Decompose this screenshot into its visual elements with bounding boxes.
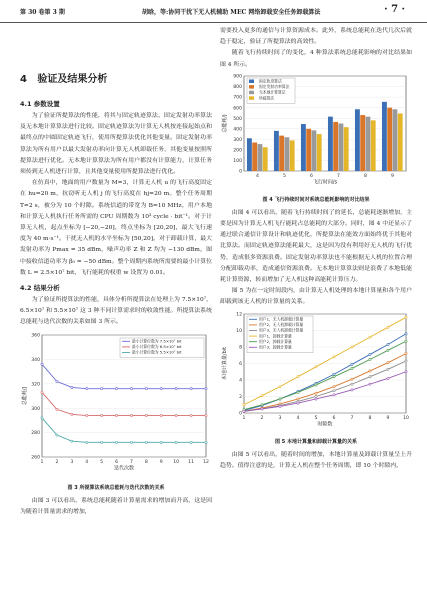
fig4-bar xyxy=(306,129,311,171)
fig3-chart xyxy=(20,329,212,477)
fig3-ytick-label: 320 xyxy=(31,382,40,388)
fig4-ytick-label: 200 xyxy=(233,148,242,154)
fig3-legend-label: 最小计算位数为 5.5×10⁷ bit xyxy=(132,349,182,355)
fig4-bar xyxy=(398,113,403,171)
fig5-legend-label: 用户2，无人机卸载计算量 xyxy=(259,321,304,327)
section-title: 验证及结果分析 xyxy=(37,74,108,85)
fig3-ytick-label: 360 xyxy=(31,333,40,339)
fig4-bar xyxy=(312,130,317,171)
fig5-data-point xyxy=(297,375,299,377)
fig3-data-point xyxy=(130,441,132,443)
fig4-ytick-label: 700 xyxy=(233,95,242,101)
fig4-xtick-label: 8 xyxy=(364,173,367,179)
fig5-data-point xyxy=(405,370,407,372)
fig5-data-point xyxy=(261,394,263,396)
fig5-ytick-label: 0 xyxy=(239,411,242,417)
fig5-data-point xyxy=(387,326,389,328)
fig5-data-point xyxy=(387,349,389,351)
fig3-ytick-label: 260 xyxy=(31,455,40,461)
fig3-data-point xyxy=(190,387,192,389)
fig5-data-point xyxy=(369,383,371,385)
fig3-data-point xyxy=(160,414,162,416)
fig3-xtick-label: 4 xyxy=(85,459,89,465)
paragraph-baselines: 为了验证所提算法的性能，将其与固定轨迹算法、固定发射功率算法及无本地计算算法进行比较。固定轨迹算法为计算无人机按连接起始点和最终点的中圆固定轨迹飞行，使用所提算法优化其他变量。固定发射功率算法为所有用户以最大发射功率向计算无人机卸载任务，其他变量按照所提算法进行优化。无本地计算算法为所有用户都没有计算能力，计算任务须传到无人机进行计算，且其他变量使用所提算法进行优化。 xyxy=(20,113,212,176)
fig4-bar xyxy=(317,134,322,171)
fig3-xtick-label: 2 xyxy=(55,459,59,465)
fig4-xtick-label: 7 xyxy=(337,173,340,179)
fig4-bar xyxy=(290,140,295,171)
fig3-data-point xyxy=(41,417,43,419)
fig5-data-point xyxy=(387,343,389,345)
fig4-ytick-label: 900 xyxy=(233,74,242,80)
fig3-data-point xyxy=(71,386,73,388)
fig3-data-point xyxy=(86,414,88,416)
fig4-chart xyxy=(220,71,412,189)
fig4-legend-label: 无本地计算算法 xyxy=(259,89,286,95)
fig5-data-point xyxy=(333,375,335,377)
left-column xyxy=(20,26,212,518)
fig4-xtick-label: 5 xyxy=(283,173,286,179)
fig4-xtick-label: 9 xyxy=(391,173,394,179)
fig4-bar xyxy=(371,120,376,171)
fig4-ytick-label: 0 xyxy=(239,169,242,175)
fig5-data-point xyxy=(297,402,299,404)
fig5-data-point xyxy=(387,368,389,370)
fig3-xtick-label: 12 xyxy=(203,459,209,465)
paragraph-fig4-intro: 随着飞行持续时间了的变化，4 种算法系统总能耗影响的对比结果如图 4 所示。 xyxy=(220,50,412,68)
fig3-data-point xyxy=(130,414,132,416)
fig4-ytick-label: 500 xyxy=(233,116,242,122)
fig4-legend-label: 固定发射功率算法 xyxy=(259,83,290,89)
figure-4 xyxy=(220,71,412,203)
fig5-data-point xyxy=(333,389,335,391)
fig4-bar xyxy=(263,147,268,171)
fig4-bar xyxy=(360,115,365,171)
fig3-xtick-label: 3 xyxy=(70,459,74,465)
fig5-data-point xyxy=(279,398,281,400)
subsection-heading-2: 4.2 结果分析 xyxy=(20,284,60,293)
fig3-xlabel: 迭代次数 xyxy=(113,465,135,472)
fig3-ytick-label: 300 xyxy=(31,406,40,412)
fig5-data-point xyxy=(351,378,353,380)
fig5-data-point xyxy=(261,407,263,409)
fig5-data-point xyxy=(333,393,335,395)
fig5-data-point xyxy=(279,385,281,387)
fig4-bar xyxy=(247,138,252,171)
fig5-ylabel: 本地计算量/bit xyxy=(222,346,228,380)
fig4-bar xyxy=(285,137,290,171)
paragraph-fig5-intro: 图 5 为在一定时间段内，由计算无人机处理的本地计算量和各个用户卸载到该无人机的计算量的关系。 xyxy=(220,288,412,306)
fig5-series-line xyxy=(244,361,406,411)
fig5-data-point xyxy=(297,398,299,400)
fig5-legend-label: 用户2，卸载计算量 xyxy=(259,338,292,344)
fig4-ytick-label: 600 xyxy=(233,106,242,112)
fig3-data-point xyxy=(101,414,103,416)
fig5-data-point xyxy=(315,365,317,367)
fig4-legend-swatch xyxy=(249,96,254,100)
fig5-data-point xyxy=(369,336,371,338)
fig5-data-point xyxy=(405,316,407,318)
fig4-ylabel: 总能耗/J xyxy=(222,114,228,133)
fig5-legend-label: 用户3，无人机卸载计算量 xyxy=(259,327,304,333)
fig3-legend-label: 最小计算位数为 6.5×10⁷ bit xyxy=(132,343,182,349)
paragraph-continued: 需要投入更多的通信与计算资源成本。此外，系统总能耗在迭代几次后就趋于稳定，验证了所提算法的高效性。 xyxy=(220,28,412,46)
fig3-ylabel: 总能耗/J xyxy=(22,386,28,405)
fig5-data-point xyxy=(315,395,317,397)
fig3-xtick-label: 5 xyxy=(100,459,104,465)
fig3-series-line xyxy=(42,418,206,442)
fig5-ytick-label: 6 xyxy=(239,361,242,367)
fig5-data-point xyxy=(387,377,389,379)
fig5-data-point xyxy=(369,353,371,355)
fig5-data-point xyxy=(243,403,245,405)
fig4-xtick-label: 6 xyxy=(310,173,313,179)
fig4-bar xyxy=(258,144,263,171)
fig4-legend-swatch xyxy=(249,79,254,83)
fig5-xtick-label: 10 xyxy=(403,415,409,421)
section-heading xyxy=(20,70,212,85)
fig5-xtick-label: 7 xyxy=(350,415,354,421)
fig5-xtick-label: 9 xyxy=(386,415,390,421)
fig3-data-point xyxy=(101,387,103,389)
fig3-xtick-label: 1 xyxy=(40,459,44,465)
fig3-data-point xyxy=(115,414,117,416)
fig3-series-line xyxy=(42,364,206,388)
fig5-chart xyxy=(220,309,412,431)
figure-5 xyxy=(220,309,412,445)
fig3-data-point xyxy=(205,414,207,416)
fig4-ytick-label: 100 xyxy=(233,158,242,164)
fig3-xtick-label: 9 xyxy=(159,459,163,465)
fig5-xtick-label: 1 xyxy=(242,415,246,421)
running-title: 胡晗，等:协同干扰下无人机辅助 MEC 网络卸载安全任务卸载算法 xyxy=(142,9,321,16)
fig5-ytick-label: 8 xyxy=(239,345,242,351)
fig5-data-point xyxy=(351,363,353,365)
fig3-data-point xyxy=(190,414,192,416)
fig5-data-point xyxy=(261,403,263,405)
fig5-data-point xyxy=(315,392,317,394)
fig3-data-point xyxy=(205,441,207,443)
figure-5-caption: 图 5 本地计算量和卸载计算量的关系 xyxy=(275,438,357,445)
fig4-ytick-label: 800 xyxy=(233,84,242,90)
page-number: · 7 · xyxy=(384,4,405,15)
fig4-bar xyxy=(344,127,349,171)
journal-volume: 第 30 卷第 3 期 xyxy=(20,9,65,16)
fig5-xtick-label: 4 xyxy=(296,415,300,421)
fig5-data-point xyxy=(369,375,371,377)
figure-4-caption: 图 4 飞行持续时间对系统总能耗影响的对比结果 xyxy=(262,196,370,203)
fig3-data-point xyxy=(160,441,162,443)
fig5-legend-label: 用户1，卸载计算量 xyxy=(259,332,292,338)
fig4-bar xyxy=(328,116,333,170)
fig4-xtick-label: 4 xyxy=(256,173,259,179)
fig4-ytick-label: 300 xyxy=(233,137,242,143)
fig4-bar xyxy=(355,109,360,171)
fig3-data-point xyxy=(101,441,103,443)
fig3-data-point xyxy=(56,408,58,410)
paragraph-simulation-params: 在仿真中，地面的用户数量为 M=3，计算无人机 u 的飞行高度固定在 hu=20 m，抗窃听无人机 j 的飞行高度在 hj=20 m。整个任务周期 T=2 s，被分为 10 个时隙。系统信道的带宽为 B=10 MHz，用户本地和计算无人机执行任务所需的 CPU 周期数为 10³ cycle · bit⁻¹。对于计算无人机，起点坐标为 [−20,−20]，终点坐标为 [20,20]，最大飞行速度为 40 m·s⁻¹。干扰无人机的水平坐标为 [50,20]。对于卸载计算，最大发射功率为 Pmax = 35 dBm，噪声功率 Z 和 Z 均为 −130 dBm，图中接收信道功率为 β₀ = −50 dBm。整个周期内系统所需要的最小计算位数 L = 2.5×10⁷ bit，飞行能耗的权重 w 设置为 0.01。 xyxy=(20,180,212,276)
fig4-legend-label: 固定轨迹算法 xyxy=(259,78,282,84)
paragraph-convergence: 为了验证所提算法的性能，具体分析所提算法在处理上为 7.5×10⁷，6.5×10⁷ 和 5.5×10⁷ 这 3 种不同计算需求时的收敛性能。所提算法系统总能耗与迭代次数的关系如图 3 所示。 xyxy=(20,297,212,326)
fig4-ytick-label: 400 xyxy=(233,127,242,133)
fig3-data-point xyxy=(41,391,43,393)
fig3-data-point xyxy=(145,387,147,389)
fig3-data-point xyxy=(190,441,192,443)
fig3-data-point xyxy=(160,387,162,389)
fig4-legend-label: 所提算法 xyxy=(259,95,275,101)
fig5-data-point xyxy=(351,383,353,385)
fig5-data-point xyxy=(333,385,335,387)
fig3-ytick-label: 340 xyxy=(31,357,40,363)
paragraph-fig3-analysis: 由图 3 可以看出，系统总能耗随着计算量需求的增加而升高，这是因为随着计算量需求的增加， xyxy=(20,497,212,515)
figure-3 xyxy=(20,329,212,491)
fig3-xtick-label: 10 xyxy=(173,459,180,465)
fig4-xlabel: 飞行时间/s xyxy=(312,179,338,186)
fig3-data-point xyxy=(71,413,73,415)
fig3-ytick-label: 280 xyxy=(31,430,40,436)
figure-3-caption: 图 3 所提算法系统总能耗与迭代次数的关系 xyxy=(67,484,165,491)
fig5-ytick-label: 10 xyxy=(236,328,242,334)
fig5-data-point xyxy=(351,367,353,369)
fig4-legend-swatch xyxy=(249,91,254,95)
fig4-bar xyxy=(279,135,284,170)
fig5-data-point xyxy=(351,388,353,390)
fig5-data-point xyxy=(333,355,335,357)
fig5-ytick-label: 2 xyxy=(239,394,242,400)
fig5-data-point xyxy=(405,352,407,354)
fig5-data-point xyxy=(351,346,353,348)
fig5-data-point xyxy=(405,332,407,334)
fig3-data-point xyxy=(145,441,147,443)
fig4-bar xyxy=(339,123,344,171)
fig5-ytick-label: 4 xyxy=(239,378,242,384)
fig4-bar xyxy=(252,142,257,171)
fig5-data-point xyxy=(405,360,407,362)
fig5-data-point xyxy=(387,361,389,363)
fig3-data-point xyxy=(71,440,73,442)
fig5-xtick-label: 5 xyxy=(314,415,318,421)
fig5-xtick-label: 6 xyxy=(332,415,336,421)
fig3-data-point xyxy=(205,387,207,389)
fig3-data-point xyxy=(145,414,147,416)
running-header xyxy=(0,0,427,23)
fig5-xlabel: 时隙数 xyxy=(317,421,333,428)
fig3-data-point xyxy=(56,380,58,382)
fig5-data-point xyxy=(279,405,281,407)
fig5-xtick-label: 8 xyxy=(368,415,372,421)
fig5-data-point xyxy=(405,340,407,342)
fig4-bar xyxy=(333,122,338,171)
fig3-data-point xyxy=(175,387,177,389)
fig5-legend-label: 用户3，卸载计算量 xyxy=(259,344,292,350)
fig5-legend-label: 用户1，无人机卸载计算量 xyxy=(259,316,304,322)
fig5-data-point xyxy=(369,358,371,360)
fig3-data-point xyxy=(56,434,58,436)
fig5-ytick-label: 12 xyxy=(236,312,242,318)
fig5-data-point xyxy=(315,398,317,400)
fig3-data-point xyxy=(130,387,132,389)
paragraph-fig4-analysis: 由图 4 可以看出，随着飞行持续时间了的延长，总能耗逐渐增加，主要是因为计算无人机飞行能耗占总能耗的大部分。同时，图 4 中还显示了通过联合通信计算设计和轨迹优化，所提算法在能效方面始终优于其他对比算法。而固定轨迹算法能耗最大，这是因为没有利用好无人机的飞行优势，造成很多资源浪费。固定发射功率算法也不能根据无人机的位置合理分配卸载功率，造成通信资源浪费。无本地计算算法则是浪费了本地低能耗计算资源，转而增加了无人机这种高能耗计算压力。 xyxy=(220,209,412,284)
fig4-bar xyxy=(382,102,387,171)
fig4-bar xyxy=(274,131,279,171)
fig3-data-point xyxy=(115,387,117,389)
fig3-data-point xyxy=(115,441,117,443)
subsection-heading-1: 4.1 参数设置 xyxy=(20,100,60,108)
fig5-data-point xyxy=(333,373,335,375)
fig3-xtick-label: 11 xyxy=(188,459,195,465)
fig3-data-point xyxy=(175,414,177,416)
fig3-data-point xyxy=(41,363,43,365)
fig4-legend-swatch xyxy=(249,85,254,89)
fig3-xtick-label: 6 xyxy=(115,459,119,465)
fig5-series-line xyxy=(244,371,406,411)
fig4-bar xyxy=(366,116,371,170)
fig5-xtick-label: 3 xyxy=(278,415,282,421)
fig3-data-point xyxy=(86,441,88,443)
fig3-xtick-label: 7 xyxy=(129,459,133,465)
fig3-series-line xyxy=(42,392,206,415)
fig3-legend-label: 最小计算位数为 7.5×10⁷ bit xyxy=(132,338,182,344)
fig4-bar xyxy=(387,107,392,170)
right-column xyxy=(220,26,412,472)
paragraph-fig5-analysis: 由图 5 可以看出，随着时间的增加，本地计算量及卸载计算量呈上升趋势。值得注意的是，计算无人机在整个任务周期，即 10 个时隙内， xyxy=(220,451,412,469)
fig3-xtick-label: 8 xyxy=(144,459,148,465)
fig5-data-point xyxy=(315,383,317,385)
section-number: 4 xyxy=(20,74,27,85)
fig4-bar xyxy=(301,124,306,171)
fig3-data-point xyxy=(175,441,177,443)
fig5-data-point xyxy=(243,410,245,412)
fig5-data-point xyxy=(369,369,371,371)
fig5-data-point xyxy=(297,391,299,393)
fig5-xtick-label: 2 xyxy=(260,415,264,421)
fig4-bar xyxy=(393,109,398,171)
fig3-data-point xyxy=(86,387,88,389)
